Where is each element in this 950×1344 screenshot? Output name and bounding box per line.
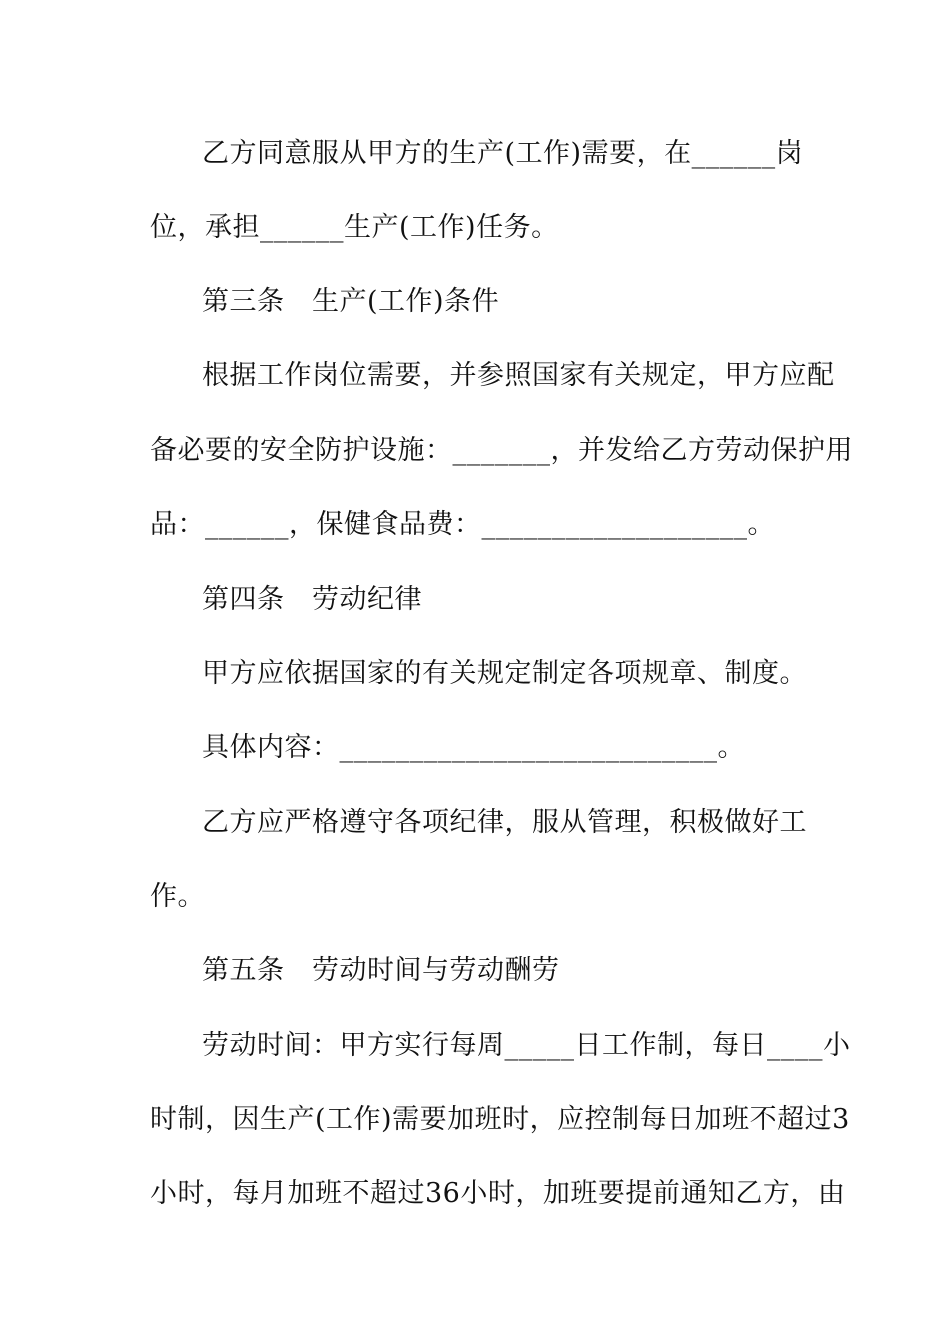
- section-heading: 第五条 劳动时间与劳动酬劳: [202, 955, 560, 986]
- paragraph-line: 乙方应严格遵守各项纪律，服从管理，积极做好工: [202, 807, 807, 838]
- paragraph-line: 位，承担______生产(工作)任务。: [150, 212, 559, 243]
- paragraph-line: 根据工作岗位需要，并参照国家有关规定，甲方应配: [202, 360, 835, 391]
- paragraph-line: 品：______，保健食品费：___________________。: [150, 509, 775, 540]
- section-heading: 第三条 生产(工作)条件: [202, 286, 500, 317]
- paragraph-line: 甲方应依据国家的有关规定制定各项规章、制度。: [202, 658, 807, 689]
- paragraph-line: 备必要的安全防护设施：_______，并发给乙方劳动保护用: [150, 435, 853, 466]
- paragraph-line: 具体内容：___________________________。: [202, 732, 745, 763]
- paragraph-line: 时制，因生产(工作)需要加班时，应控制每日加班不超过3: [150, 1104, 850, 1135]
- paragraph-line: 小时，每月加班不超过36小时，加班要提前通知乙方，由: [150, 1178, 846, 1209]
- paragraph-line: 劳动时间：甲方实行每周_____日工作制，每日____小: [202, 1030, 851, 1061]
- section-heading: 第四条 劳动纪律: [202, 584, 422, 615]
- paragraph-line: 作。: [150, 881, 205, 912]
- paragraph-line: 乙方同意服从甲方的生产(工作)需要，在______岗: [202, 138, 804, 169]
